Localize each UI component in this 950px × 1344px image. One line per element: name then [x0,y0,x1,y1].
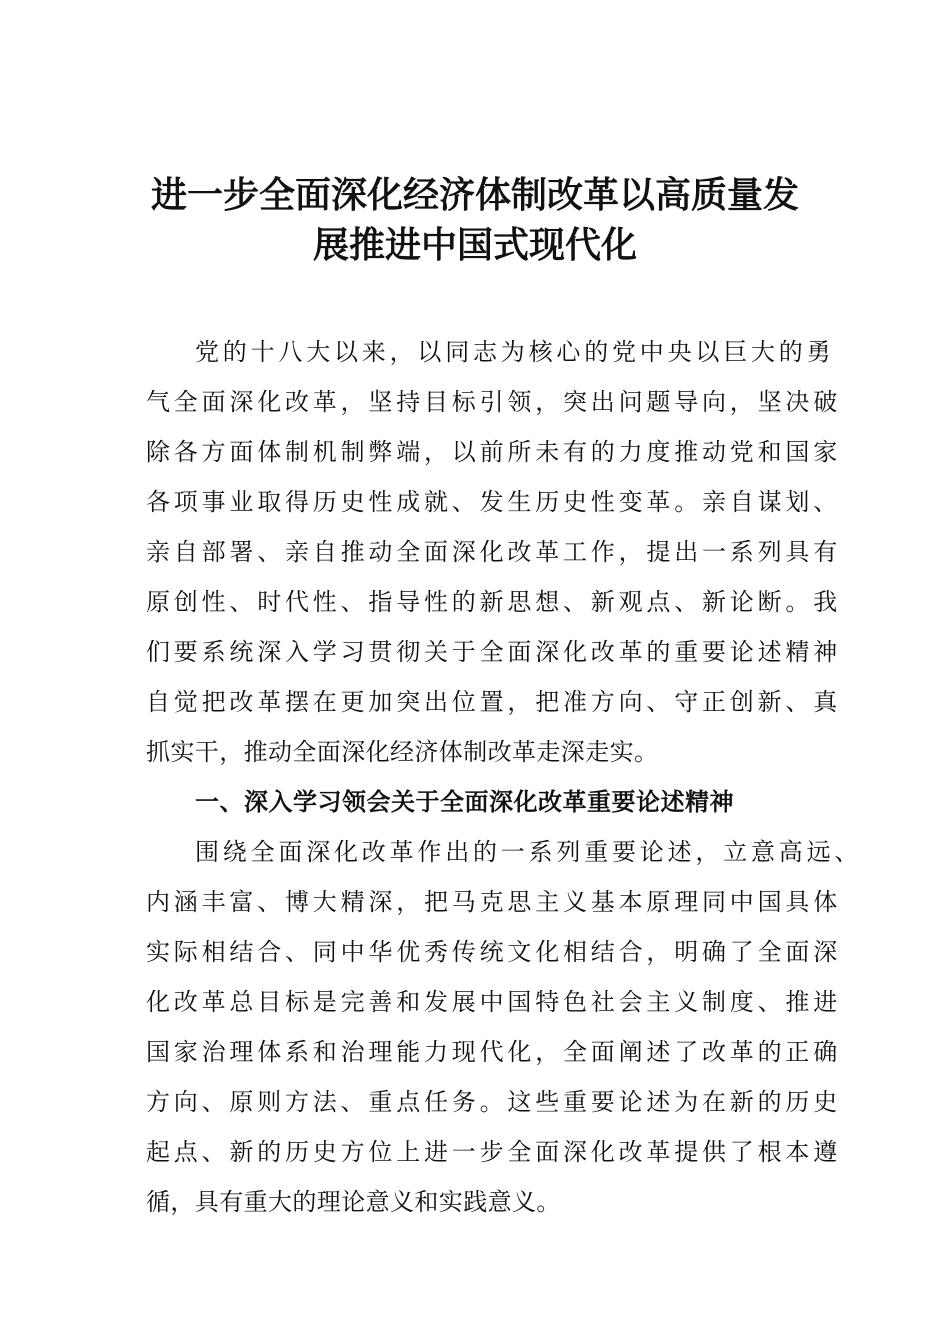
paragraph-1-line: 除各方面体制机制弊端，以前所未有的力度推动党和国家 [146,438,841,466]
paragraph-1-line: 气全面深化改革，坚持目标引领，突出问题导向，坚决破 [146,388,841,416]
paragraph-2-line: 实际相结合、同中华优秀传统文化相结合，明确了全面深 [146,938,841,966]
paragraph-2-line: 起点、新的历史方位上进一步全面深化改革提供了根本遵 [146,1138,841,1166]
document-title-line-1: 进一步全面深化经济体制改革以高质量发 [150,175,799,216]
paragraph-2-line: 国家治理体系和治理能力现代化，全面阐述了改革的正确 [146,1038,841,1066]
paragraph-1-line: 们要系统深入学习贯彻关于全面深化改革的重要论述精神 [146,638,841,666]
paragraph-1-line: 党的十八大以来，以同志为核心的党中央以巨大的勇 [195,338,835,366]
section-1-heading: 一、深入学习领会关于全面深化改革重要论述精神 [195,788,734,816]
paragraph-1-line: 自觉把改革摆在更加突出位置，把准方向、守正创新、真 [146,688,841,716]
document-title-line-2: 展推进中国式现代化 [312,225,637,266]
paragraph-1-line: 原创性、时代性、指导性的新思想、新观点、新论断。我 [146,588,841,616]
paragraph-2-line: 围绕全面深化改革作出的一系列重要论述，立意高远、 [195,838,863,866]
paragraph-1-line: 亲自部署、亲自推动全面深化改革工作，提出一系列具有 [146,538,841,566]
paragraph-1-line: 抓实干，推动全面深化经济体制改革走深走实。 [146,738,659,766]
paragraph-2-line: 化改革总目标是完善和发展中国特色社会主义制度、推进 [146,988,841,1016]
paragraph-2-line: 方向、原则方法、重点任务。这些重要论述为在新的历史 [146,1088,841,1116]
paragraph-2-line: 循，具有重大的理论意义和实践意义。 [146,1188,561,1216]
paragraph-2-line: 内涵丰富、博大精深，把马克思主义基本原理同中国具体 [146,888,841,916]
paragraph-1-line: 各项事业取得历史性成就、发生历史性变革。亲自谋划、 [146,488,841,516]
